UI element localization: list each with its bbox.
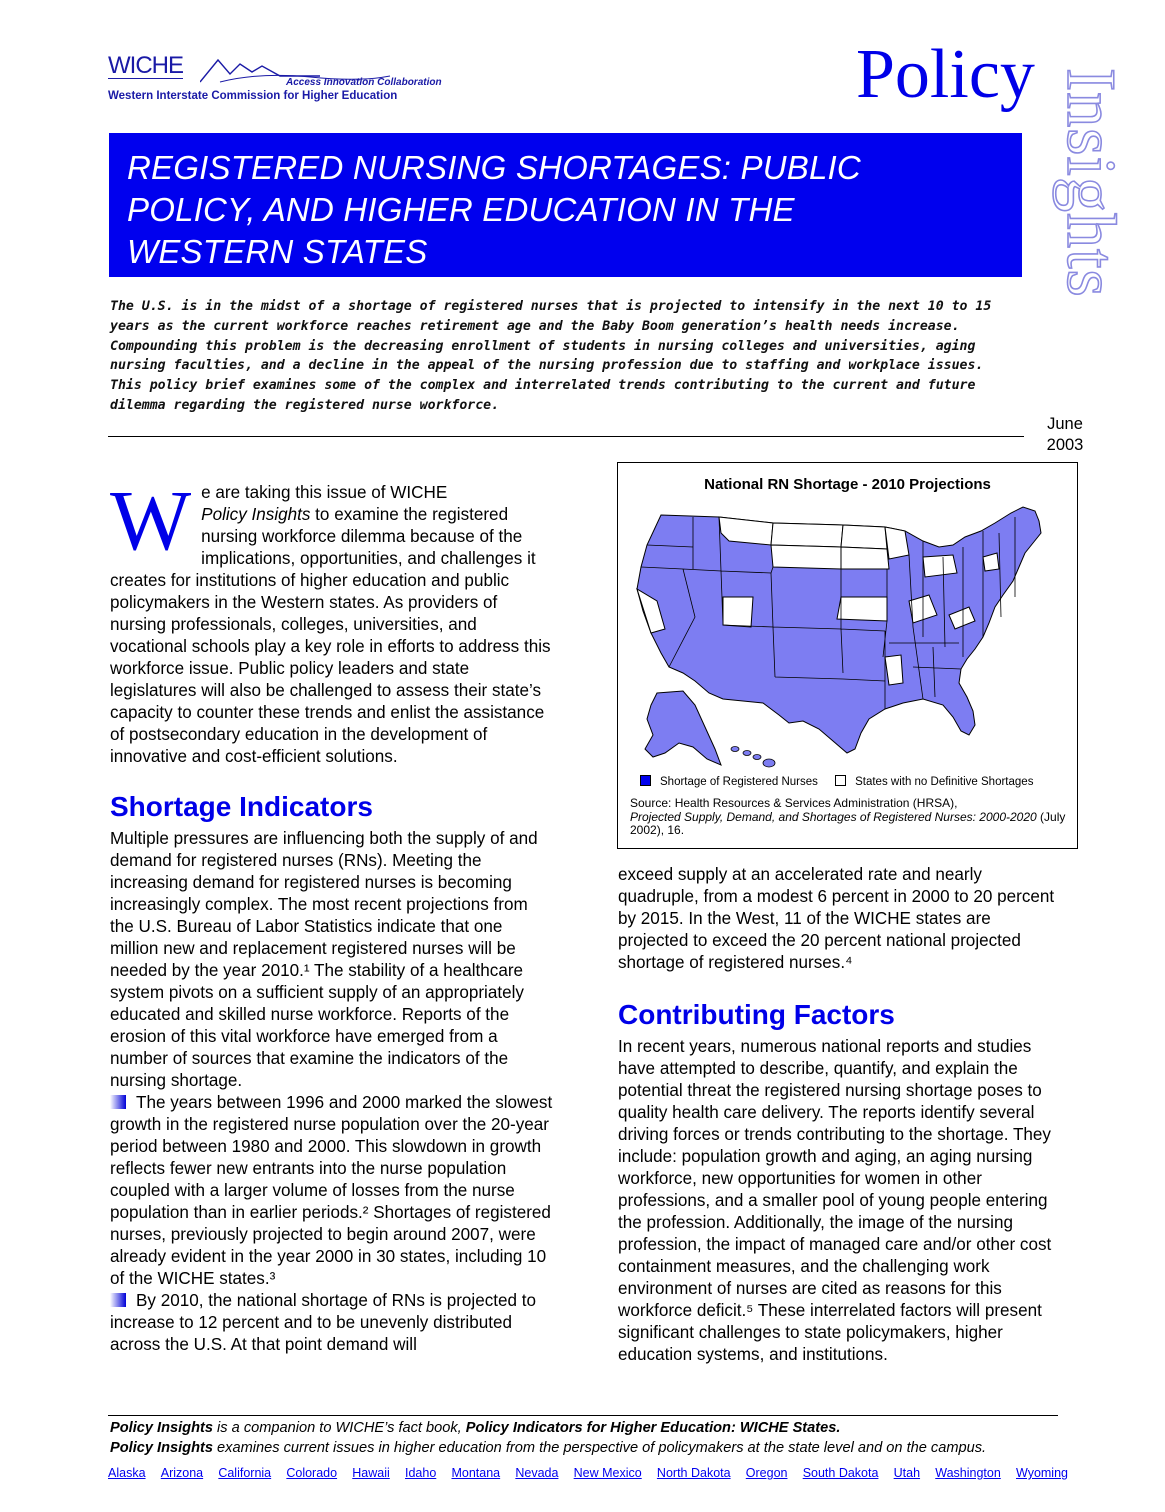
logo-tagline: Access Innovation Collaboration	[286, 77, 442, 88]
state-link[interactable]: South Dakota	[802, 1466, 879, 1480]
state-link[interactable]: Utah	[893, 1466, 921, 1480]
us-map-image	[623, 497, 1073, 797]
issue-date: June 2003	[1046, 415, 1084, 454]
map-legend: Shortage of Registered Nurses States with no Definitive Shortages	[640, 775, 1047, 788]
drop-cap: W	[110, 472, 192, 568]
factors-paragraph: In recent years, numerous national reports and studies have attempted to describe, quantify, and explain the potential threat the registered nursing shortage poses to quality health care delivery. The reports identify several driving forces or trends contributing to the shortage. They include: population growth and aging, an aging nursing workforce, new opportunities for women in other professions, and a smaller pool of young people entering the profession. Additionally, the image of the nursing profession, the impact of managed care and/or other cost containment measures, and the challenging work environment of nurses are cited as reasons for this workforce deficit.⁵ These interrelated factors will present significant challenges to state policymakers, higher education systems, and institutions.	[618, 1037, 1052, 1364]
alaska-shape	[645, 691, 721, 765]
page-title: REGISTERED NURSING SHORTAGES: PUBLIC POLICY, AND HIGHER EDUCATION IN THE WESTERN STATES	[127, 149, 861, 270]
intro-paragraph: implications, opportunities, and challenges it creates for institutions of higher education and public policymakers in the Western states. As providers of nursing professionals, colleges, universities, and vocational schools play a key role in efforts to address this workforce issue. Public policy leaders and state legislatures will also be challenged to assess their state’s capacity to counter these trends and enlist the assistance of postsecondary education in the development of innovative and cost-efficient solutions.	[110, 549, 551, 766]
state-link[interactable]: Oregon	[745, 1466, 788, 1480]
hawaii-shape	[731, 747, 775, 768]
state-link[interactable]: Montana	[451, 1466, 501, 1480]
state-link[interactable]: Washington	[935, 1466, 1001, 1480]
legend-shortage-swatch	[640, 775, 651, 786]
bullet-icon	[110, 1293, 126, 1307]
state-link[interactable]: Idaho	[405, 1466, 437, 1480]
masthead-insights: Insights	[1052, 68, 1129, 298]
left-column: W e are taking this issue of WICHE Policy Insights to examine the registered nursing workforce dilemma because of the implications, opportunities, and challenges it creates for institutions of higher education and public policymakers in the Western states. As providers of nursing professionals, colleges, universities, and vocational schools play a key role in efforts to address this workforce issue. Public policy leaders and state legislatures will also be challenged to assess their state’s capacity to counter these trends and enlist the assistance of postsecondary education in the development of innovative and cost-efficient solutions. Shortage Indicators Multiple pressures are influencing both the supply of and demand for registered nurses (RNs). Meeting the increasing demand for registered nurses is becoming increasingly complex. The most recent projections from the U.S. Bureau of Labor Statistics indicate that one million new and replacement registered nurses will be needed by the year 2010.¹ The stability of a healthcare system pivots on a sufficient supply of an appropriately educated and skilled nurse workforce. Reports of the erosion of this vital workforce have emerged from a number of sources that examine the indicators of the nursing shortage. The years between 1996 and 2000 marked the slowest growth in the registered nurse population over the 20-year period between 1980 and 2000. This slowdown in growth reflects fewer new entrants into the nurse population coupled with a larger volume of losses from the nurse population than in earlier periods.² Shortages of registered nurses, previously projected to begin around 2007, were already evident in the year 2000 in 30 states, including 10 of the WICHE states.³ By 2010, the national shortage of RNs is projected to increase to 12 percent and to be unevenly distributed across the U.S. At that point demand will	[110, 482, 555, 1356]
section-heading-factors: Contributing Factors	[618, 999, 895, 1030]
state-link[interactable]: New Mexico	[573, 1466, 642, 1480]
wiche-logo	[108, 50, 448, 108]
logo-wordmark: WICHE	[108, 52, 183, 79]
bullet-paragraph: The years between 1996 and 2000 marked the slowest growth in the registered nurse population over the 20-year period between 1980 and 2000. This slowdown in growth reflects fewer new entrants into the nurse population coupled with a larger volume of losses from the nurse population than in earlier periods.² Shortages of registered nurses, previously projected to begin around 2007, were already evident in the year 2000 in 30 states, including 10 of the WICHE states.³	[110, 1093, 553, 1288]
map-source: Source: Health Resources & Services Administration (HRSA), Projected Supply, Demand, and Shortages of Registered Nurses: 2000-2020 (July 2002), 16.	[630, 796, 1066, 837]
state-links	[108, 1466, 1068, 1480]
right-column	[618, 864, 1063, 1366]
masthead-policy: Policy	[856, 36, 1035, 113]
state-link[interactable]: Arizona	[160, 1466, 204, 1480]
state-link[interactable]: Colorado	[286, 1466, 338, 1480]
divider	[108, 436, 1024, 437]
state-link[interactable]: Nevada	[515, 1466, 559, 1480]
state-link[interactable]: Wyoming	[1016, 1466, 1068, 1480]
map-title: National RN Shortage - 2010 Projections	[704, 476, 991, 493]
state-link[interactable]: Hawaii	[352, 1466, 390, 1480]
state-link[interactable]: California	[218, 1466, 272, 1480]
shortage-paragraph: Multiple pressures are influencing both the supply of and demand for registered nurses (RNs). Meeting the increasing demand for registered nurses is becoming increasingly complex. The most recent projections from the U.S. Bureau of Labor Statistics indicate that one million new and replacement registered nurses will be needed by the year 2010.¹ The stability of a healthcare system pivots on a sufficient supply of an appropriately educated and skilled nurse workforce. Reports of the erosion of this vital workforce have emerged from a number of sources that examine the indicators of the nursing shortage.	[110, 829, 538, 1090]
footer-note: Policy Insights is a companion to WICHE’s fact book, Policy Indicators for Higher Education: WICHE States. Policy Insights examines current issues in higher education from the perspective of policymakers at the state level and on the campus.	[110, 1420, 987, 1456]
state-link[interactable]: Alaska	[108, 1466, 146, 1480]
continuation-paragraph: exceed supply at an accelerated rate and nearly quadruple, from a modest 6 percent in 2000 to 20 percent by 2015. In the West, 11 of the WICHE states are projected to exceed the 20 percent national projected shortage of registered nurses.⁴	[618, 865, 1055, 972]
bullet-paragraph: By 2010, the national shortage of RNs is projected to increase to 12 percent and to be unevenly distributed across the U.S. At that point demand will	[110, 1291, 537, 1354]
legend-none-swatch	[835, 775, 846, 786]
footer-divider	[108, 1415, 1058, 1416]
section-heading-shortage: Shortage Indicators	[110, 791, 373, 822]
logo-full-name: Western Interstate Commission for Higher Education	[108, 90, 398, 102]
bullet-icon	[110, 1095, 126, 1109]
summary-abstract: The U.S. is in the midst of a shortage of registered nurses that is projected to intensify in the next 10 to 15 years as the current workforce reaches retirement age and the Baby Boom generation’s health needs increase. Compounding this problem is the decreasing enrollment of students in nursing colleges and universities, aging nursing faculties, and a decline in the appeal of the nursing profession due to staffing and workplace issues. This policy brief examines some of the complex and interrelated trends contributing to the current and future dilemma regarding the registered nurse workforce.	[110, 299, 992, 413]
map-figure	[617, 462, 1078, 849]
title-banner	[109, 133, 1022, 277]
state-link[interactable]: North Dakota	[656, 1466, 731, 1480]
